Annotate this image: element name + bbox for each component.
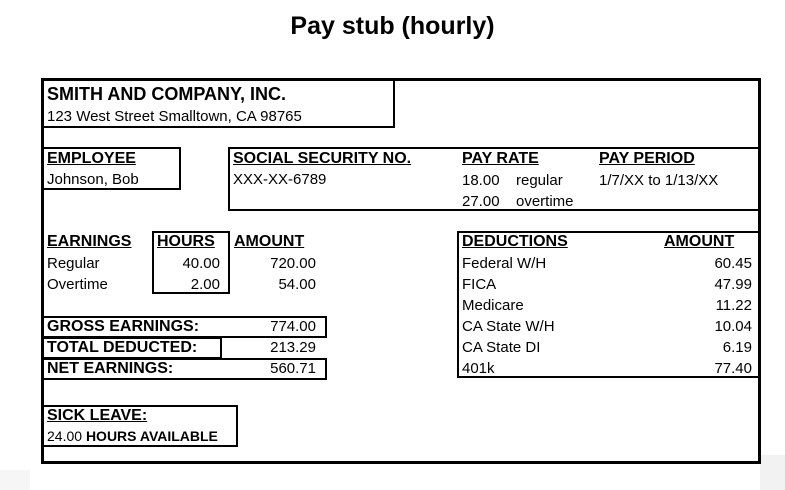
pay-period-header: PAY PERIOD [599,150,695,167]
deduction-row-federal-wh-amount: 60.45 [714,255,752,272]
sick-leave-line [47,427,218,445]
earnings-row-regular-amount: 720.00 [270,255,316,272]
gross-earnings-label: GROSS EARNINGS: [47,318,200,335]
sick-leave-header: SICK LEAVE: [47,407,148,424]
deduction-row-fica-amount: 47.99 [714,276,752,293]
sick-leave-hours: 24.00 [47,428,83,444]
deduction-row-fica-type: FICA [462,276,497,293]
earnings-row-overtime-amount: 54.00 [278,276,316,293]
deduction-row-medicare-amount: 11.22 [715,297,752,314]
hours-header: HOURS [157,233,215,250]
page-title: Pay stub (hourly) [290,12,495,40]
page-corner-shade-right [760,455,785,490]
ssn-header: SOCIAL SECURITY NO. [233,150,412,167]
net-earnings-value: 560.71 [270,360,316,377]
deduction-row-ca-state-di-amount: 6.19 [722,339,752,356]
deduction-row-ca-state-di-type: CA State DI [462,339,541,356]
deduction-row-medicare-type: Medicare [462,297,524,314]
deductions-amount-header: AMOUNT [664,233,735,250]
pay-rate-regular-value: 18.00 [462,172,500,189]
pay-rate-regular-label: regular [516,172,563,189]
earnings-amount-header: AMOUNT [234,233,305,250]
employee-name: Johnson, Bob [47,171,139,188]
total-deducted-value: 213.29 [270,339,316,356]
deductions-header: DEDUCTIONS [462,233,568,250]
deduction-row-ca-state-wh-amount: 10.04 [714,318,752,335]
gross-earnings-value: 774.00 [270,318,316,335]
earnings-row-regular-hours: 40.00 [182,255,220,272]
earnings-row-overtime-type: Overtime [47,276,108,293]
deduction-row-401k-amount: 77.40 [714,360,752,377]
employee-header: EMPLOYEE [47,150,136,167]
earnings-header: EARNINGS [47,233,132,250]
deduction-row-ca-state-wh-type: CA State W/H [462,318,555,335]
page-corner-shade-left [0,470,30,490]
net-earnings-label: NET EARNINGS: [47,360,174,377]
pay-rate-overtime-value: 27.00 [462,193,500,210]
earnings-row-regular-type: Regular [47,255,100,272]
pay-rate-overtime-label: overtime [516,193,574,210]
total-deducted-label: TOTAL DEDUCTED: [47,339,198,356]
pay-rate-header: PAY RATE [462,150,539,167]
earnings-row-overtime-hours: 2.00 [190,276,220,293]
deduction-row-401k-type: 401k [462,360,495,377]
deduction-row-federal-wh-type: Federal W/H [462,255,547,272]
pay-period-value: 1/7/XX to 1/13/XX [599,172,719,189]
company-name: SMITH AND COMPANY, INC. [47,84,287,104]
ssn-value: XXX-XX-6789 [233,171,327,188]
company-address: 123 West Street Smalltown, CA 98765 [47,108,302,125]
sick-leave-label: HOURS AVAILABLE [85,428,218,444]
